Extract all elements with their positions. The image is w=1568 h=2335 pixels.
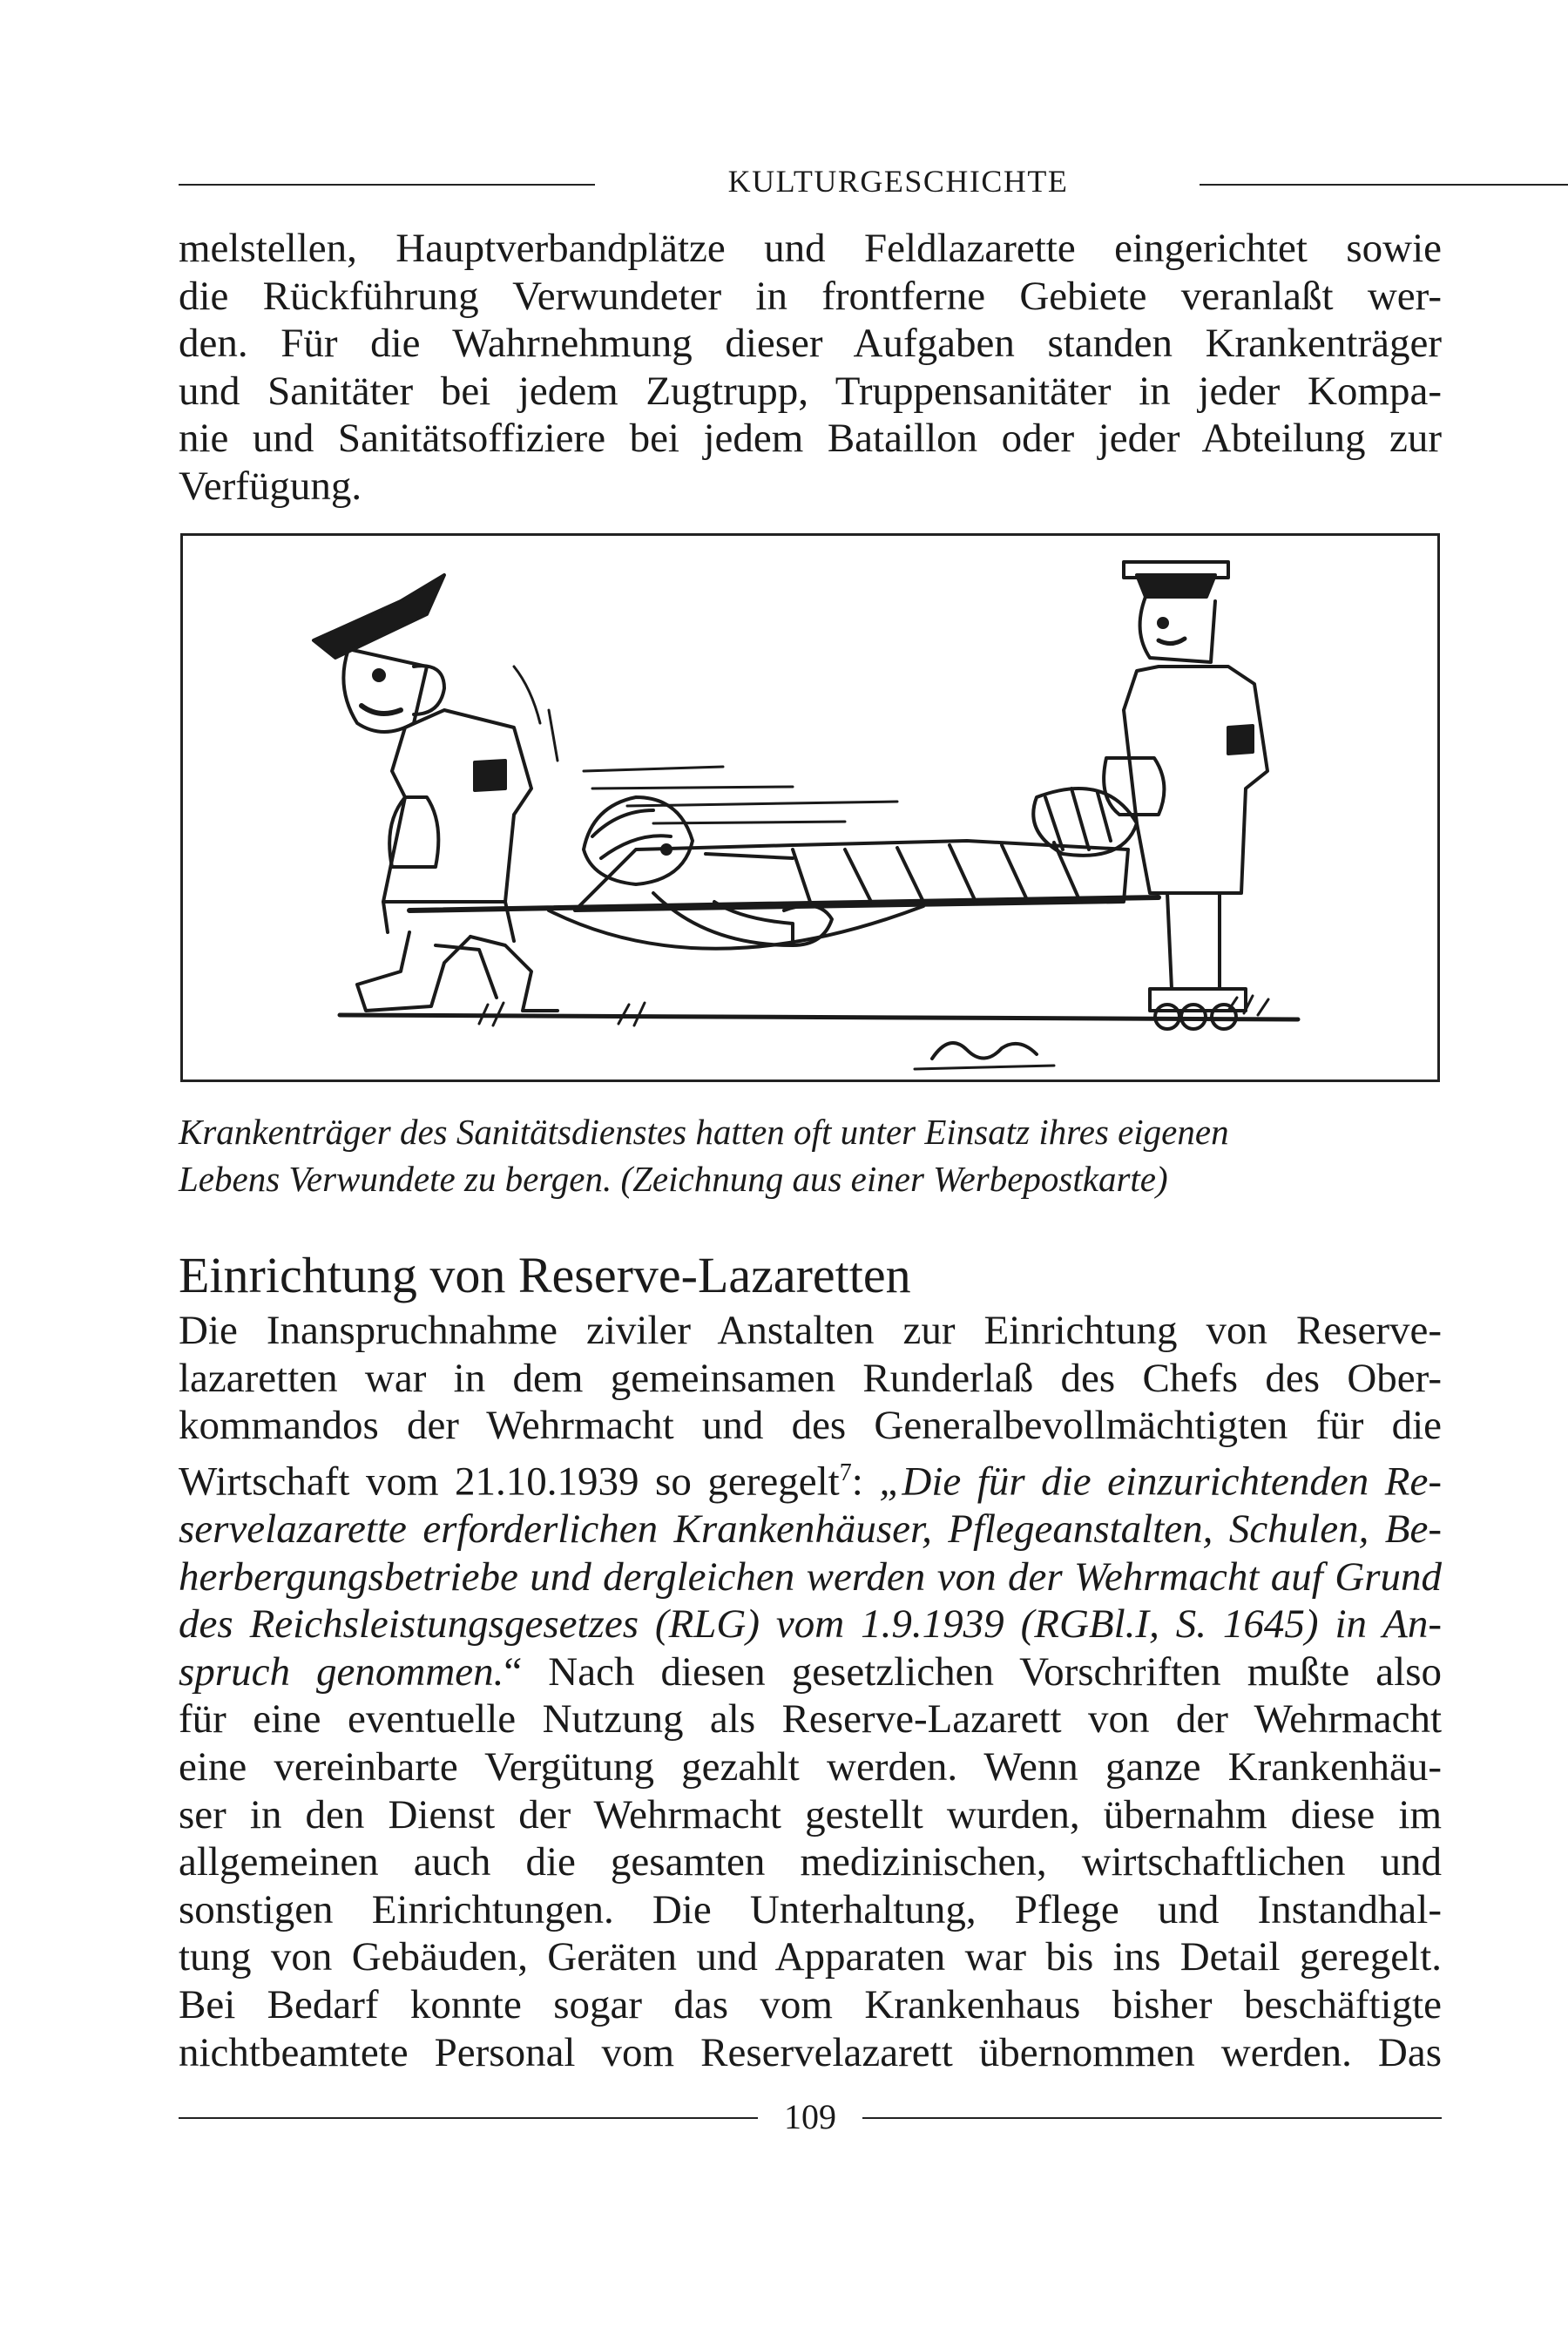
text-line: die Rückführung Verwundeter in frontferne Gebiete veranlaßt wer- (179, 273, 1442, 319)
header-rule-right (1200, 184, 1568, 186)
text-line: nie und Sanitätsoffiziere bei jedem Bataillon oder jeder Abteilung zur (179, 416, 1442, 462)
quote-segment: „Die für die einzurichtenden Re- (879, 1459, 1442, 1505)
text-line: lazaretten war in dem gemeinsamen Runderlaß des Chefs des Ober- (179, 1355, 1442, 1401)
illustration-frame (180, 533, 1440, 1082)
stretcher-bearers-illustration (183, 536, 1437, 1080)
text-line: und Sanitäter bei jedem Zugtrupp, Truppensanitäter in jeder Kompa- (179, 368, 1442, 414)
text-line: melstellen, Hauptverbandplätze und Feldlazarette eingerichtet sowie (179, 226, 1442, 271)
text-line (179, 1553, 1442, 1601)
paragraph-main (179, 1307, 1442, 2076)
figure-caption (179, 1108, 1442, 1202)
artist-signature (932, 1043, 1037, 1059)
quote-segment: servelazarette erforderlichen Krankenhäuser, Pflegeanstalten, Schulen, Be- (179, 1506, 1442, 1553)
paragraph-top (179, 225, 1442, 511)
text-line (179, 1648, 1442, 1696)
page-number: 109 (784, 2097, 836, 2136)
text-line (179, 1601, 1442, 1648)
quote-segment: spruch genommen. (179, 1648, 504, 1695)
section-heading: Einrichtung von Reserve-Lazaretten (179, 1247, 911, 1303)
running-title: KULTURGESCHICHTE (727, 164, 1069, 199)
text-line: sonstigen Einrichtungen. Die Unterhaltung, Pflege und Instandhal- (179, 1886, 1442, 1932)
header-rule-left (179, 184, 595, 186)
left-bearer-drawing (314, 575, 558, 1011)
text-segment: “ Nach diesen gesetzlichen Vorschriften mußte also (504, 1648, 1442, 1695)
quote-segment: des Reichsleistungsgesetzes (RLG) vom 1.9.1939 (RGBl.I, S. 1645) in An- (179, 1601, 1442, 1648)
text-line: Die Inanspruchnahme ziviler Anstalten zur Einrichtung von Reserve- (179, 1308, 1442, 1353)
footnote-marker: 7 (839, 1459, 852, 1486)
running-header (179, 159, 1442, 212)
text-line: für eine eventuelle Nutzung als Reserve-Lazarett von der Wehrmacht (179, 1696, 1442, 1743)
text-line: den. Für die Wahrnehmung dieser Aufgaben standen Krankenträger (179, 321, 1442, 367)
text-line: allgemeinen auch die gesamten medizinischen, wirtschaftlichen und (179, 1839, 1442, 1885)
text-line: Verfügung. (179, 463, 362, 509)
text-line: Bei Bedarf konnte sogar das vom Krankenhaus bisher beschäftigte (179, 1981, 1442, 2027)
text-line: eine vereinbarte Vergütung gezahlt werden. Wenn ganze Krankenhäu- (179, 1744, 1442, 1790)
text-segment: Wirtschaft vom 21.10.1939 so geregelt (179, 1459, 840, 1505)
page-footer (179, 2093, 1442, 2145)
text-segment: : (851, 1459, 880, 1505)
quote-segment: herbergungsbetriebe und dergleichen werden von der Wehrmacht auf Grund (179, 1553, 1442, 1600)
text-line: kommandos der Wehrmacht und des Generalbevollmächtigten für die (179, 1403, 1442, 1449)
text-line: nichtbeamtete Personal vom Reservelazarett übernommen werden. Das (179, 2029, 1442, 2075)
text-line: ser in den Dienst der Wehrmacht gestellt wurden, übernahm diese im (179, 1791, 1442, 1838)
text-line: tung von Gebäuden, Geräten und Apparaten war bis ins Detail geregelt. (179, 1934, 1442, 1980)
caption-line: Krankenträger des Sanitätsdienstes hatten oft unter Einsatz ihres eigenen (179, 1112, 1229, 1152)
footer-rule-left (179, 2117, 758, 2119)
text-line (179, 1450, 1442, 1506)
footer-rule-right (862, 2117, 1442, 2119)
text-line (179, 1506, 1442, 1553)
stretcher-drawing (409, 788, 1159, 949)
right-bearer-drawing (1104, 562, 1267, 1029)
caption-line: Lebens Verwundete zu bergen. (Zeichnung aus einer Werbepostkarte) (179, 1159, 1168, 1199)
